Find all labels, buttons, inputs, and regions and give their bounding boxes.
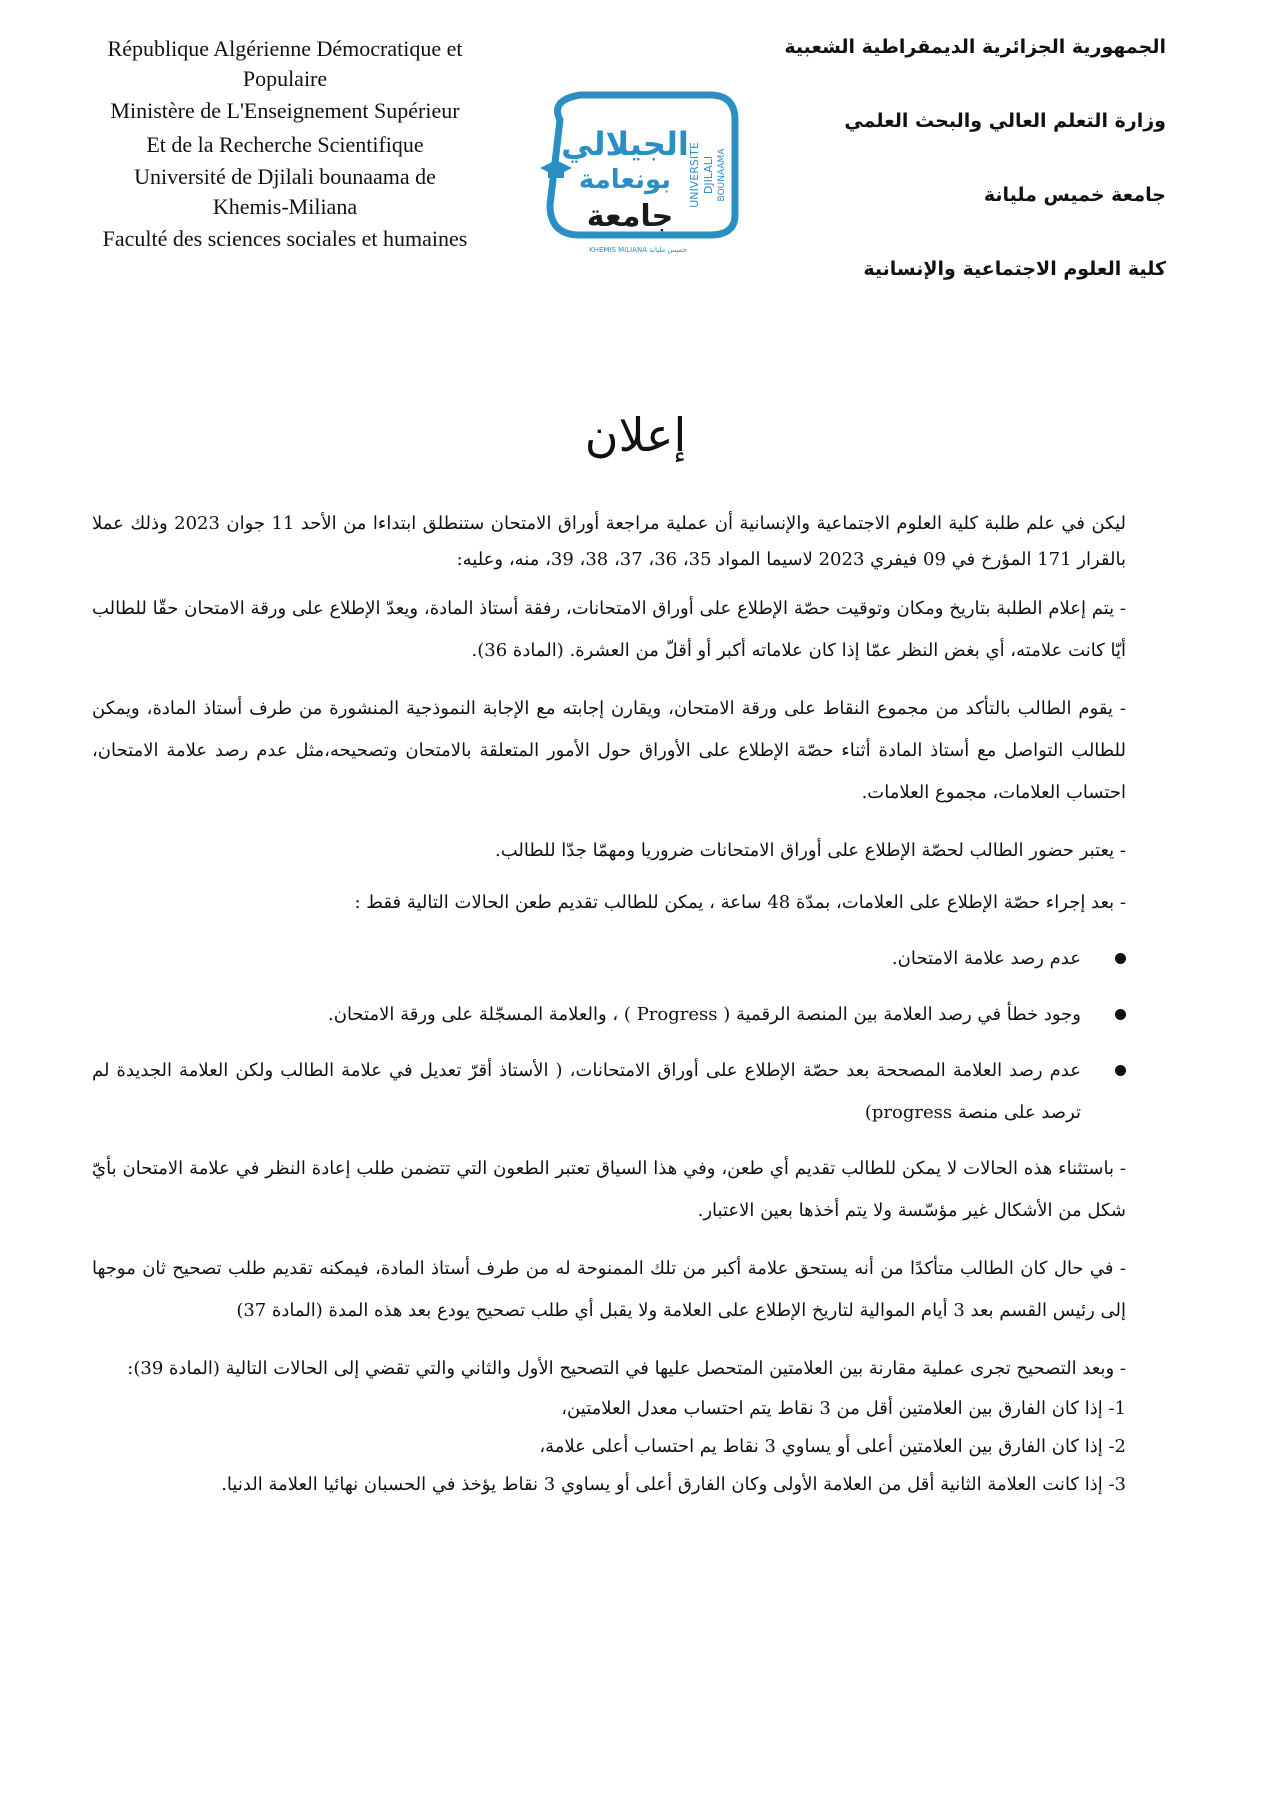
header-ar-faculty: كلية العلوم الاجتماعية والإنسانية — [863, 258, 1166, 280]
bullet-dot — [1115, 1009, 1126, 1020]
header-french — [60, 34, 510, 256]
numbered-item-1: 1- إذا كان الفارق بين العلامتين أقل من 3 نقاط يتم احتساب معدل العلامتين، — [561, 1398, 1126, 1419]
header-line-research: Et de la Recherche Scientifique — [146, 132, 424, 157]
item-2: - يقوم الطالب بالتأكد من مجموع النقاط على ورقة الامتحان، ويقارن إجابته مع الإجابة النموذجية المنشورة من طرف أستاذ المادة، ويمكن للطالب التواصل مع أستاذ المادة أثناء حصّة الإطلاع على الأوراق حول الأمور المتعلقة بالامتحان وتصحيحه،مثل عدم رصد علامة الامتحان، احتساب العلامات، مجموع العلامات. — [92, 698, 1126, 803]
header-line-city: Khemis-Miliana — [212, 194, 358, 219]
logo-latin-3: BOUNAAMA — [717, 148, 727, 202]
numbered-item-2: 2- إذا كان الفارق بين العلامتين أعلى أو يساوي 3 نقاط يم احتساب أعلى علامة، — [539, 1436, 1126, 1457]
header-ar-university: جامعة خميس مليانة — [983, 184, 1166, 206]
svg-text:جامعة: جامعة — [586, 199, 674, 234]
header-ar-republic: الجمهورية الجزائرية الديمقراطية الشعبية — [784, 36, 1166, 58]
comparison-cases — [92, 1390, 1126, 1504]
logo-footer: KHEMIS MILIANA خميس مليانة — [589, 246, 687, 254]
item-1: - يتم إعلام الطلبة بتاريخ ومكان وتوقيت حصّة الإطلاع على أوراق الامتحانات، رفقة أستاذ المادة، ويعدّ الإطلاع على ورقة الامتحان حقّا للطالب أيّا كانت علامته، أي بغض النظر عمّا إذا كان علاماته أكبر أو أقلّ من العشرة. (المادة 36). — [92, 598, 1126, 661]
header-line-ministry: Ministère de L'Enseignement Supérieur — [110, 98, 460, 123]
intro-paragraph: ليكن في علم طلبة كلية العلوم الاجتماعية والإنسانية أن عملية مراجعة أوراق الامتحان ستنطلق ابتداءا من الأحد 11 جوان 2023 وذلك عملا بالقرار 171 المؤرخ في 09 فيفري 2023 لاسيما المواد 35، 36، 37، 38، 39، منه، وعليه: — [92, 513, 1127, 570]
bullet-text: عدم رصد العلامة المصححة بعد حصّة الإطلاع على أوراق الامتحانات، ( الأستاذ أقرّ تعديل في علامة الطالب ولكن العلامة الجديدة لم ترصد على منصة progress) — [92, 1060, 1081, 1123]
item-6: - في حال كان الطالب متأكدًا من أنه يستحق علامة أكبر من تلك الممنوحة له من طرف أستاذ المادة، فيمكنه تقديم طلب تصحيح ثان موجها إلى رئيس القسم بعد 3 أيام الموالية لتاريخ الإطلاع على العلامة ولا يقبل أي طلب تصحيح يودع بعد هذه المدة (المادة 37) — [92, 1258, 1126, 1321]
item-4: - بعد إجراء حصّة الإطلاع على العلامات، بمدّة 48 ساعة ، يمكن للطالب تقديم طعن الحالات التالية فقط : — [354, 892, 1126, 913]
item-3: - يعتبر حضور الطالب لحصّة الإطلاع على أوراق الامتحانات ضروريا ومهمّا جدّا للطالب. — [495, 840, 1126, 861]
header-line-faculty: Faculté des sciences sociales et humaines — [102, 226, 468, 251]
list-item — [92, 938, 1126, 980]
list-item — [92, 1050, 1126, 1134]
item-7: - وبعد التصحيح تجرى عملية مقارنة بين العلامتين المتحصل عليها في التصحيح الأول والثاني والتي تقضي إلى الحالات التالية (المادة 39): — [127, 1358, 1126, 1379]
appeal-cases-list — [92, 938, 1126, 1134]
svg-text:بونعامة: بونعامة — [578, 165, 672, 195]
bullet-dot — [1115, 1065, 1126, 1076]
svg-text:الجيلالي: الجيلالي — [561, 125, 689, 163]
header-line-republic: République Algérienne Démocratique et — [107, 36, 463, 61]
logo-latin-1: UNIVERSITE — [688, 142, 701, 208]
bullet-text: عدم رصد علامة الامتحان. — [891, 948, 1081, 969]
header-ar-ministry: وزارة التعلم العالي والبحث العلمي — [844, 110, 1166, 132]
university-logo — [520, 80, 760, 260]
numbered-item-3: 3- إذا كانت العلامة الثانية أقل من العلامة الأولى وكان الفارق أعلى أو يساوي 3 نقاط يؤخذ في الحسبان نهائيا العلامة الدنيا. — [221, 1474, 1126, 1495]
page-title: إعلان — [584, 408, 687, 462]
header-line-university: Université de Djilali bounaama de — [134, 164, 436, 189]
bullet-dot — [1115, 953, 1126, 964]
header-arabic — [746, 36, 1166, 332]
announcement-body — [92, 506, 1126, 1504]
logo-latin-2: DJILALI — [702, 155, 715, 195]
header-line-populaire: Populaire — [242, 66, 328, 91]
bullet-text: وجود خطأ في رصد العلامة بين المنصة الرقمية ( Progress ) ، والعلامة المسجّلة على ورقة الامتحان. — [328, 1004, 1081, 1025]
item-5: - باستثناء هذه الحالات لا يمكن للطالب تقديم أي طعن، وفي هذا السياق تعتبر الطعون التي تتضمن طلب إعادة النظر في علامة الامتحان بأيّ شكل من الأشكال غير مؤسّسة ولا يتم أخذها بعين الاعتبار. — [92, 1158, 1126, 1221]
list-item — [92, 994, 1126, 1036]
